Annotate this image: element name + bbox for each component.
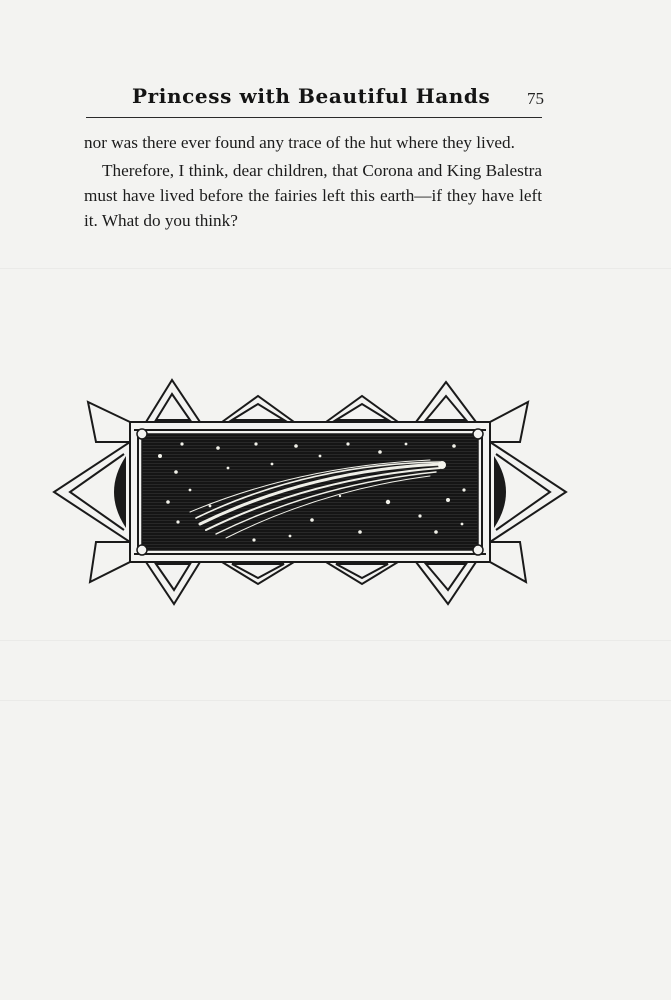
- body-text: [84, 130, 542, 233]
- show-through-line: [0, 640, 671, 641]
- running-title: Princess with Beautiful Hands: [132, 84, 491, 108]
- comet-vignette-icon: [50, 372, 570, 612]
- paragraph: Therefore, I think, dear children, that Corona and King Balestra must have lived before the fairies left this earth—if they have left it. What do you think?: [84, 161, 542, 230]
- page-number: 75: [527, 89, 544, 108]
- show-through-line: [0, 700, 671, 701]
- running-head: [84, 80, 544, 114]
- header-rule: [86, 117, 542, 118]
- show-through-line: [0, 268, 671, 269]
- paragraph-continuation: nor was there ever found any trace of the hut where they lived.: [84, 133, 515, 152]
